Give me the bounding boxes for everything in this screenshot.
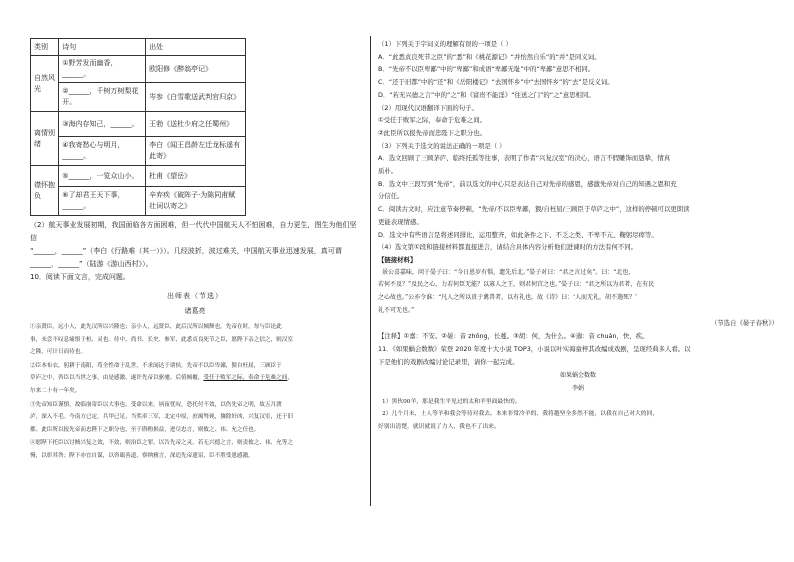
link-material-title: 【链接材料】 xyxy=(378,255,417,264)
source-cell: 欧阳修《醉翁亭记》 xyxy=(146,56,246,83)
article-line: ③先帝知臣谨慎，故临崩寄臣以大事也。受命以来，夙夜忧叹，恐托付不效，以伤先帝之明，故五月渡 xyxy=(30,401,282,408)
right-column xyxy=(378,38,778,434)
category-cell: 离情别绪 xyxy=(31,112,59,166)
left-column xyxy=(30,38,360,463)
table-header-row xyxy=(31,39,246,56)
question-11-line: 11．《如果蜗会数数》荣登 2020 年度十大小说 TOP3，小说以叶实海童梓其改编成戏剧，呈现经典多人看。以 xyxy=(378,344,691,353)
question-2-line: ______，______”（陆游《游山西村》）。 xyxy=(30,260,153,268)
category-cell: 自然风光 xyxy=(31,56,59,112)
option-line: 分信任。 xyxy=(378,192,404,201)
question-2-line: “______，______”（李白《行路难（其一）》）。几经波折，波过难关，中国航天事业迅速发展，真可谓 xyxy=(30,247,342,255)
question-2-line: （2）航天事业发展初期，我国面临各方面困难，但一代代中国航天人不怕困难，自力更生，图生为他们坚信 xyxy=(30,221,357,242)
article-line: 草庐之中，咨臣以当世之事，由是感激，遂许先帝以驱驰。后值倾覆，受任于败军之际，奉命于危难之间， xyxy=(30,375,293,382)
table-row xyxy=(31,166,246,187)
sentence-line: ②此臣所以报先帝而忠陛下之职分也。 xyxy=(378,128,486,137)
poetry-table xyxy=(30,38,246,216)
option-line: 更能表现情感。 xyxy=(378,217,423,226)
question-line: （3）下列关于选文的说法正确的一项是（ ） xyxy=(378,141,506,150)
category-cell: 襟怀抱负 xyxy=(31,166,59,216)
option-line: A．“此悉贞良死节之臣”的“悉”和《桃花源记》“并怡然自乐”的“并”是同义词。 xyxy=(378,52,601,61)
table-header: 出处 xyxy=(146,39,246,56)
table-header: 类别 xyxy=(31,39,59,56)
article-line: 都。此臣所以报先帝而忠陛下之职分也。至于斟酌损益，进尽忠言，则攸之、祎、允之任也。 xyxy=(30,426,260,433)
source-cell: 岑参《白雪歌送武判官归京》 xyxy=(146,83,246,112)
table-row xyxy=(31,83,246,112)
article-line: ①亲贤臣，远小人，此先汉所以兴隆也；亲小人，远贤臣，此后汉所以倾颓也。先帝在时，每与臣论此 xyxy=(30,324,282,330)
classical-text-line: 若何不及？”及民之心，力若何臣无能？以寡人之王，则君何宫之也。”晏子曰：“君之所以为君者，在有民 xyxy=(378,281,655,289)
article-line: 慢，以彰其咎；陛下亦宜自谋，以咨诹善道，察纳雅言，深追先帝遗诏，臣不胜受恩感激。 xyxy=(30,452,254,459)
question-10-heading: 10．阅读下面文言，完成问题。 xyxy=(30,273,130,281)
article-line: 泸，深入不毛。今南方已定，兵甲已足，当奖率三军，北定中原，庶竭驽钝，攘除奸凶，兴复汉室，还于旧 xyxy=(30,414,293,421)
story-line: 1）黑伙00羊，那是我生平见过的太和羊里面最快的。 xyxy=(382,398,521,405)
table-row xyxy=(31,137,246,166)
option-line: C．“还于旧都”中的“还”和《岳阳楼记》“去国怀乡”中“去国怀乡”的“去”是反义词。 xyxy=(378,78,614,87)
table-header: 诗句 xyxy=(59,39,146,56)
story-line: 好别出清楚，就识就说了力人，我也不了出来。 xyxy=(378,424,500,431)
article-line: 之隆，可计日而待也。 xyxy=(30,349,86,356)
source-cell: 杜甫《望岳》 xyxy=(146,166,246,187)
poem-line-cell: ⑤______，一览众山小。 xyxy=(59,166,146,187)
option-line: B．“先帝不以臣卑鄙”中的“卑鄙”和成语“卑鄙无耻”中的“卑鄙”意思不相同。 xyxy=(378,65,595,74)
table-row xyxy=(31,112,246,137)
article-line: 尔来二十有一年矣。 xyxy=(30,387,81,394)
question-line: （1）下列关于字词义的理解有误的一项是（ ） xyxy=(378,40,512,48)
poem-line-cell: ③海内存知己，______。 xyxy=(59,112,146,137)
question-line: （4）选文第①段和链接材料都直接进言，请结合具体内容分析他们进谏时的方法有何不同。 xyxy=(378,243,638,252)
poem-line-cell: ②______，千树万树梨花开。 xyxy=(59,83,146,112)
table-row xyxy=(31,56,246,83)
classical-text-line: 之心故也。”公亦令谁：“凡人之所以贵于禽兽者，以有礼也。故《诗》曰：‘人而无礼，胡不遄死？’ xyxy=(378,294,637,302)
underlined-phrase: 受任于败军之际，奉命于危难之间 xyxy=(203,375,288,382)
source-cell: 李白《闻王昌龄左迁龙标遥有此寄》 xyxy=(146,137,246,166)
story-line: 2）几个月末，士人等羊和我会等待对我去。本来非常冷羊的，我将越坚全多然不能，以我在自己对大的回， xyxy=(382,411,659,418)
article-line: ④愿陛下托臣以讨贼兴复之效，不效，则治臣之罪，以告先帝之灵。若无兴德之言，则责攸之、祎、允等之 xyxy=(30,440,293,447)
poem-line-cell: ⑥了却君王天下事，______。 xyxy=(59,187,146,216)
question-11-line: 下是他们的戏剧改编讨论记录里，请你一起完成。 xyxy=(378,357,519,366)
table-row xyxy=(31,187,246,216)
classical-text-line: 礼不可无也。” xyxy=(378,306,415,314)
source-cell: 王勃《送杜少府之任蜀州》 xyxy=(146,112,246,137)
question-line: （2）用现代汉语翻译下面的句子。 xyxy=(378,103,478,112)
article-line: ②臣本布衣，躬耕于南阳，苟全性命于乱世，不求闻达于诸侯。先帝不以臣卑鄙，猥自枉屈，三顾臣于 xyxy=(30,362,282,369)
column-divider xyxy=(370,36,371,506)
article-author: 诸葛亮 xyxy=(184,307,206,315)
option-line: D．“若无兴德之言”中的“之”和《富贵不能淫》“往送之门”的“之”意思相同。 xyxy=(378,90,595,99)
article-body xyxy=(30,321,360,463)
sentence-line: ①受任于败军之际，奉命于危难之间。 xyxy=(378,116,486,125)
classical-text-line: 景公喜嘉味，问于晏子曰：“今日恩岁有惧，遗先后北。”晏子对曰：“君之言过矣”。曰：“北也， xyxy=(382,268,635,276)
source-cell: 辛弃疾《破阵子·为陈同甫赋壮词以寄之》 xyxy=(146,187,246,216)
option-line: B．选文中三段写到“先帝”，前以选文的中心只是表达自己对先帝的感恩，感激先帝对自己的知遇之恩和充 xyxy=(378,179,677,188)
option-line: A．选文回顾了三顾茅庐、临终托孤等往事，表明了作者“兴复汉室”的决心，语言不假雕饰而恳挚，情真 xyxy=(378,154,671,163)
option-line: C．阅读古文时，应注意节奏停顿，“先帝/不以臣卑鄙，猥/自枉屈/三顾臣于草庐之中”，这样的停顿可以更朗读 xyxy=(378,205,690,214)
story-author: 李娟 xyxy=(571,384,584,392)
annotation-line: 【注释】①嘉：不安。②晏：音 zhōng，长蔓。③胡：何，为什么。④遄：音 chuán，快，疾。 xyxy=(378,332,649,341)
article-title: 出师表（节选） xyxy=(167,292,223,300)
poem-line-cell: ④我寄愁心与明月，______。 xyxy=(59,137,146,166)
poem-line-cell: ①野芳发而幽香，______。 xyxy=(59,56,146,83)
option-line: D．选文中有些语言是将述同排比，运用整齐，如此条件之下、不乏之类、不卑不亢、鞠躬尽瘁等。 xyxy=(378,230,658,239)
option-line: 质朴。 xyxy=(378,167,398,176)
source-note: （节选自《晏子春秋》） xyxy=(710,319,778,328)
article-line: 事，未尝不叹息痛恨于桓、灵也。侍中、尚书、长史、参军，此悉贞良死节之臣，愿陛下亲之信之，则汉室 xyxy=(30,336,293,343)
story-title: 如果蜗会数数 xyxy=(559,372,596,380)
